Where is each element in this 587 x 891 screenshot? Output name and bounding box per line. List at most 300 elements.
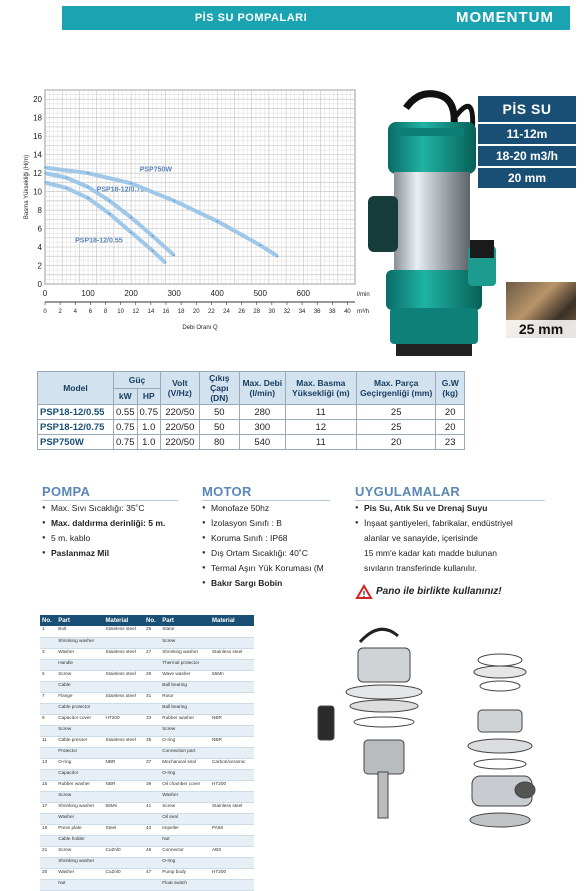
parts-row	[40, 835, 254, 846]
x2-tick-label: 28	[253, 309, 261, 315]
parts-cell: Cable protector	[56, 703, 103, 714]
y-tick-label: 16	[33, 132, 42, 142]
parts-cell: Screw	[56, 670, 103, 681]
warning-icon	[356, 585, 372, 599]
series-point	[165, 262, 167, 264]
parts-cell	[104, 857, 145, 868]
pompa-title: POMPA	[42, 484, 91, 499]
parts-cell: 29	[144, 670, 160, 681]
th-kw: kW	[114, 388, 138, 405]
uygulamalar-item: 15 mm'e kadar katı madde bulunan	[364, 548, 497, 558]
pompa-item: ● Max. daldırma derinliği: 5 m.	[42, 516, 192, 531]
parts-cell: Steel	[104, 824, 145, 835]
parts-row	[40, 626, 254, 637]
cell-head: 11	[285, 435, 356, 450]
parts-row	[40, 780, 254, 791]
parts-cell	[210, 747, 254, 758]
series-point	[44, 167, 46, 169]
parts-cell: 1	[40, 626, 56, 637]
x-tick-label: 500	[253, 289, 267, 298]
x2-tick-label: 4	[73, 309, 77, 315]
x-tick-label: 200	[124, 289, 138, 298]
parts-cell	[104, 725, 145, 736]
series-point	[109, 200, 111, 202]
section-title: PİS SU POMPALARI	[62, 6, 440, 30]
series-point	[87, 172, 89, 174]
parts-cell: 17	[40, 802, 56, 813]
th-outlet: Çıkış Çapı (DN)	[199, 372, 239, 405]
parts-cell	[210, 681, 254, 692]
parts-cell: CuZnl0	[104, 868, 145, 879]
parts-cell: Bolt	[56, 626, 103, 637]
cell-hp: 0.75	[137, 405, 161, 420]
parts-cell: 33	[144, 714, 160, 725]
x2-tick-label: 18	[177, 309, 185, 315]
parts-row	[40, 791, 254, 802]
parts-cell	[40, 637, 56, 648]
x-unit-lmin: l/min	[357, 292, 370, 298]
pompa-item: ● Paslanmaz Mil	[42, 546, 192, 561]
cell-head: 11	[285, 405, 356, 420]
parts-cell: Connection part	[160, 747, 210, 758]
cell-gw: 23	[436, 435, 465, 450]
series-point	[66, 177, 68, 179]
series-point	[130, 231, 132, 233]
parts-cell: Washer	[160, 791, 210, 802]
y-tick-label: 0	[37, 280, 42, 289]
motor-item: ● Bakır Sargı Bobin	[202, 576, 332, 591]
parts-row	[40, 714, 254, 725]
parts-cell: 3	[40, 648, 56, 659]
y-tick-label: 20	[33, 95, 42, 105]
parts-cell	[144, 659, 160, 670]
cell-volt: 220/50	[161, 435, 200, 450]
cell-particle: 25	[356, 405, 435, 420]
parts-cell	[40, 703, 56, 714]
parts-row	[40, 758, 254, 769]
parts-cell: Ball bearing	[160, 703, 210, 714]
parts-cell: Press plate	[56, 824, 103, 835]
x2-tick-label: 32	[283, 309, 291, 315]
cell-kw: 0.75	[114, 435, 138, 450]
y-tick-label: 10	[33, 187, 42, 197]
x2-tick-label: 30	[268, 309, 276, 315]
th-model: Model	[38, 372, 114, 405]
parts-cell	[40, 879, 56, 890]
parts-cell: 65Mn	[210, 670, 254, 681]
parts-cell: 31	[144, 692, 160, 703]
spec-head: 11-12m	[478, 124, 576, 144]
x-tick-label: 300	[167, 289, 181, 298]
x2-tick-label: 2	[58, 309, 62, 315]
parts-cell: Handle	[56, 659, 103, 670]
parts-header: No.	[40, 615, 56, 626]
parts-row	[40, 725, 254, 736]
parts-cell: Screw	[56, 725, 103, 736]
parts-row	[40, 879, 254, 890]
parts-cell	[210, 626, 254, 637]
parts-cell	[144, 857, 160, 868]
parts-cell: Float switch	[160, 879, 210, 890]
parts-cell: 20	[40, 868, 56, 879]
cell-model: PSP750W	[38, 435, 114, 450]
parts-cell: HT200	[104, 714, 145, 725]
parts-row	[40, 681, 254, 692]
pompa-features	[42, 501, 192, 561]
parts-cell: Stainless steel	[104, 670, 145, 681]
parts-cell: NBR	[210, 714, 254, 725]
parts-cell: 41	[144, 802, 160, 813]
th-volt: Volt (V/Hz)	[161, 372, 200, 405]
parts-cell: 65Mn	[104, 802, 145, 813]
parts-cell: PA66	[210, 824, 254, 835]
parts-header: Material	[210, 615, 254, 626]
parts-cell	[210, 692, 254, 703]
parts-cell: Mechanical seal	[160, 758, 210, 769]
y-tick-label: 18	[33, 113, 42, 123]
parts-cell	[210, 725, 254, 736]
motor-features	[202, 501, 332, 591]
parts-cell: Impeller	[160, 824, 210, 835]
parts-cell	[104, 703, 145, 714]
parts-row	[40, 824, 254, 835]
parts-row	[40, 769, 254, 780]
parts-cell	[210, 637, 254, 648]
parts-cell: 13	[40, 758, 56, 769]
parts-cell: HT200	[210, 868, 254, 879]
parts-cell	[104, 681, 145, 692]
parts-cell	[40, 769, 56, 780]
parts-row	[40, 703, 254, 714]
parts-cell	[144, 747, 160, 758]
y-tick-label: 12	[33, 169, 42, 179]
parts-cell: NBR	[104, 758, 145, 769]
parts-cell	[210, 879, 254, 890]
svg-text:!: !	[362, 590, 366, 599]
x2-tick-label: 14	[147, 309, 155, 315]
parts-cell: 43	[144, 824, 160, 835]
parts-cell	[104, 769, 145, 780]
parts-cell	[104, 747, 145, 758]
spec-table-row	[38, 435, 465, 450]
parts-cell: 11	[40, 736, 56, 747]
series-label: PSP18-12/0.55	[75, 237, 123, 245]
parts-cell: Carbon/ceramic	[210, 758, 254, 769]
th-max-flow: Max. Debi (l/min)	[239, 372, 285, 405]
x-tick-label: 400	[210, 289, 224, 298]
th-max-head: Max. Basma Yüksekliği (m)	[285, 372, 356, 405]
cell-model: PSP18-12/0.55	[38, 405, 114, 420]
parts-cell: 45	[144, 846, 160, 857]
cell-model: PSP18-12/0.75	[38, 420, 114, 435]
series-point	[259, 244, 261, 246]
x2-tick-label: 6	[88, 309, 93, 315]
parts-cell: ABS	[210, 846, 254, 857]
uygulamalar-item: ● İnşaat şantiyeleri, fabrikalar, endüstriyel	[355, 516, 570, 531]
parts-cell	[210, 659, 254, 670]
y-axis-label: Basma Yüksekliği (H(m)	[24, 154, 30, 220]
parts-row	[40, 659, 254, 670]
x-tick-label: 600	[296, 289, 311, 298]
x2-tick-label: 26	[238, 309, 245, 315]
x2-tick-label: 24	[223, 309, 230, 315]
pompa-item: ● 5 m. kablo	[42, 531, 192, 546]
warning-text: Pano ile birlikte kullanınız!	[376, 586, 502, 597]
parts-cell: 7	[40, 692, 56, 703]
parts-cell: Nut	[56, 879, 103, 890]
series-point	[109, 213, 111, 215]
x2-tick-label: 8	[103, 309, 108, 315]
parts-row	[40, 670, 254, 681]
cell-outlet: 80	[199, 435, 239, 450]
parts-table	[40, 615, 254, 891]
spec-table-row	[38, 405, 465, 420]
parts-cell: Screw	[56, 846, 103, 857]
inset-photo	[506, 282, 576, 338]
th-gw: G.W (kg)	[436, 372, 465, 405]
motor-item: ● Termal Aşırı Yük Koruması (M	[202, 561, 332, 576]
warning-note	[356, 585, 576, 601]
series-point	[216, 220, 218, 222]
series-point	[87, 186, 89, 188]
brand-logo: MOMENTUM	[440, 6, 570, 30]
parts-cell: 47	[144, 868, 160, 879]
spec-table	[37, 371, 465, 450]
parts-row	[40, 813, 254, 824]
parts-cell: Nut	[160, 835, 210, 846]
parts-cell	[144, 791, 160, 802]
parts-cell	[40, 791, 56, 802]
x-unit-m3h: m³/h	[357, 309, 369, 315]
parts-cell: O-ring	[160, 857, 210, 868]
parts-cell	[210, 835, 254, 846]
cell-flow: 300	[239, 420, 285, 435]
cell-volt: 220/50	[161, 405, 200, 420]
parts-cell: HT200	[210, 780, 254, 791]
cell-gw: 20	[436, 405, 465, 420]
parts-cell	[210, 769, 254, 780]
parts-cell	[144, 703, 160, 714]
cell-flow: 540	[239, 435, 285, 450]
parts-cell: Screw	[56, 791, 103, 802]
parts-cell: 26	[144, 626, 160, 637]
parts-cell	[40, 835, 56, 846]
parts-cell	[210, 703, 254, 714]
parts-cell: Thermal protector	[160, 659, 210, 670]
x-tick-label: 100	[81, 289, 95, 298]
parts-cell	[144, 637, 160, 648]
parts-cell	[144, 835, 160, 846]
series-point	[152, 235, 154, 237]
parts-cell: 37	[144, 758, 160, 769]
parts-cell	[144, 769, 160, 780]
parts-cell: 5	[40, 670, 56, 681]
x2-tick-label: 36	[313, 309, 321, 315]
parts-cell	[210, 791, 254, 802]
parts-header: Part	[56, 615, 103, 626]
series-point	[130, 217, 132, 219]
parts-cell: Stainless steel	[104, 648, 145, 659]
parts-cell: Flange	[56, 692, 103, 703]
parts-cell: Rotor	[160, 692, 210, 703]
parts-cell: 18	[40, 824, 56, 835]
exploded-diagram	[300, 612, 580, 834]
cell-kw: 0.75	[114, 420, 138, 435]
spec-summary	[478, 96, 576, 190]
spec-table-row	[38, 420, 465, 435]
parts-row	[40, 736, 254, 747]
parts-cell: Ball bearing	[160, 681, 210, 692]
parts-cell: 35	[144, 736, 160, 747]
parts-cell: Stainless steel	[210, 802, 254, 813]
parts-header: Material	[104, 615, 145, 626]
th-power: Güç	[114, 372, 161, 389]
parts-cell: Connector	[160, 846, 210, 857]
parts-cell	[104, 791, 145, 802]
motor-item: ● Dış Ortam Sıcaklığı: 40˚C	[202, 546, 332, 561]
parts-cell: CuZnl0	[104, 846, 145, 857]
x2-tick-label: 20	[192, 309, 200, 315]
series-point	[152, 250, 154, 252]
parts-cell: NBR	[104, 780, 145, 791]
parts-cell: Stainless steel	[104, 736, 145, 747]
motor-item: ● İzolasyon Sınıfı : B	[202, 516, 332, 531]
cell-hp: 1.0	[137, 435, 161, 450]
series-point	[130, 183, 132, 185]
series-label: PSP750W	[139, 166, 173, 174]
cell-head: 12	[285, 420, 356, 435]
cell-volt: 220/50	[161, 420, 200, 435]
series-point	[66, 187, 68, 189]
parts-cell	[40, 747, 56, 758]
motor-title: MOTOR	[202, 484, 252, 499]
series-point	[173, 200, 175, 202]
parts-header: Part	[160, 615, 210, 626]
parts-cell: Protector	[56, 747, 103, 758]
parts-cell: Screw	[160, 802, 210, 813]
x2-tick-label: 22	[207, 309, 215, 315]
uygulamalar-item: alanlar ve sanayide, içerisinde	[364, 533, 478, 543]
series-point	[277, 255, 279, 257]
parts-cell: Capacitor	[56, 769, 103, 780]
y-tick-label: 14	[33, 150, 42, 160]
parts-cell	[104, 879, 145, 890]
parts-cell: O-ring	[160, 769, 210, 780]
cell-flow: 280	[239, 405, 285, 420]
y-tick-label: 2	[37, 261, 42, 271]
cell-outlet: 50	[199, 420, 239, 435]
cell-gw: 20	[436, 420, 465, 435]
parts-cell: Cable	[56, 681, 103, 692]
spec-particle: 20 mm	[478, 168, 576, 188]
cell-particle: 25	[356, 420, 435, 435]
x2-tick-label: 16	[162, 309, 170, 315]
parts-cell	[40, 659, 56, 670]
x-tick-label: 0	[42, 289, 48, 298]
cell-outlet: 50	[199, 405, 239, 420]
parts-cell	[104, 637, 145, 648]
x2-tick-label: 10	[117, 309, 124, 315]
parts-row	[40, 692, 254, 703]
th-max-particle: Max. Parça Geçirgenliği (mm)	[356, 372, 435, 405]
inset-label: 25 mm	[506, 320, 576, 338]
pompa-item: ● Max. Sıvı Sıcaklığı: 35˚C	[42, 501, 192, 516]
parts-cell	[104, 835, 145, 846]
uygulamalar-title: UYGULAMALAR	[355, 484, 461, 499]
parts-cell: 27	[144, 648, 160, 659]
x-axis-label: Debi Oranı Q	[182, 325, 218, 331]
parts-cell: Rubber washer	[56, 780, 103, 791]
x2-tick-label: 34	[298, 309, 306, 315]
th-hp: HP	[137, 388, 161, 405]
motor-item: ● Koruma Sınıfı : IP68	[202, 531, 332, 546]
uygulamalar-features	[355, 501, 570, 576]
uygulamalar-item: ● Pis Su, Atık Su ve Drenaj Suyu	[355, 501, 570, 516]
parts-cell: 15	[40, 780, 56, 791]
parts-cell: Capacitor cover	[56, 714, 103, 725]
parts-cell: 39	[144, 780, 160, 791]
series-label: PSP18-12/0.75	[96, 186, 145, 194]
cell-particle: 20	[356, 435, 435, 450]
parts-cell	[210, 813, 254, 824]
y-tick-label: 4	[37, 243, 42, 253]
parts-header: No.	[144, 615, 160, 626]
parts-cell: Wave washer	[160, 670, 210, 681]
parts-cell: Washer	[56, 813, 103, 824]
parts-row	[40, 648, 254, 659]
parts-cell	[40, 681, 56, 692]
parts-cell	[104, 813, 145, 824]
motor-item: ● Monofaze 50hz	[202, 501, 332, 516]
parts-cell	[144, 725, 160, 736]
x2-tick-label: 0	[43, 309, 47, 315]
parts-row	[40, 868, 254, 879]
parts-cell: O-ring	[56, 758, 103, 769]
parts-cell	[144, 681, 160, 692]
parts-cell: Pump body	[160, 868, 210, 879]
parts-cell: Shrinking washer	[56, 802, 103, 813]
parts-cell: Screw	[160, 725, 210, 736]
parts-cell: Oil chamber cover	[160, 780, 210, 791]
parts-cell: Washer	[56, 648, 103, 659]
x2-tick-label: 40	[344, 309, 351, 315]
series-point	[173, 255, 175, 257]
parts-cell	[104, 659, 145, 670]
spec-title: PİS SU	[478, 96, 576, 122]
parts-cell: Shrinking washer	[160, 648, 210, 659]
series-point	[44, 172, 46, 174]
parts-cell: Stainless steel	[210, 648, 254, 659]
parts-cell: Screw	[160, 637, 210, 648]
cell-kw: 0.55	[114, 405, 138, 420]
parts-cell: Shrinking washer	[56, 637, 103, 648]
cell-hp: 1.0	[137, 420, 161, 435]
parts-cell: Stainless steel	[104, 626, 145, 637]
parts-row	[40, 857, 254, 868]
x2-tick-label: 38	[328, 309, 336, 315]
parts-cell: Shrinking washer	[56, 857, 103, 868]
parts-row	[40, 637, 254, 648]
parts-cell: O-ring	[160, 736, 210, 747]
parts-cell: Cable presser	[56, 736, 103, 747]
parts-cell: 21	[40, 846, 56, 857]
parts-cell	[210, 857, 254, 868]
parts-row	[40, 747, 254, 758]
parts-cell: Stainless steel	[104, 692, 145, 703]
parts-cell	[144, 879, 160, 890]
parts-cell: NBR	[210, 736, 254, 747]
parts-cell: Cable holder	[56, 835, 103, 846]
